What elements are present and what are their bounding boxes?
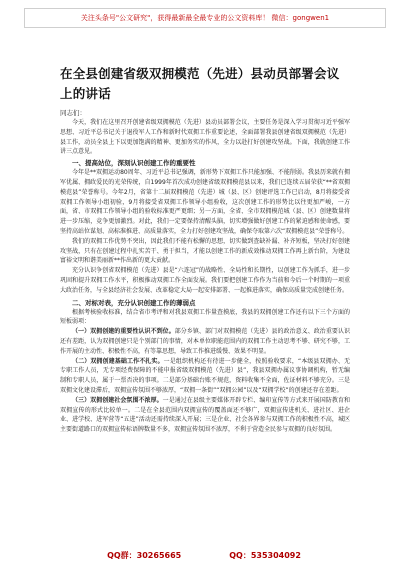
item-2-lead: （二）双拥创建基础工作不扎实。: [72, 357, 164, 365]
section-1-paragraph-1: 今年是**双拥运动80周年、习近平总书记强调，新形势下双拥工作只能加强、不能削弱。我县历来就有拥军优属、拥政爱民的光荣传统，自1999年首次成功创建省级双拥模范县以来，我们已连续五届荣获“**省双拥模范县”荣誉称号。今年2月，省第十二届双拥模范（先进）城（县、区）创建评选工作已启动，8月将接受省双拥工作领导小组初验，9月将接受省双拥工作领导小组验收，这次创建工作的形势比以往更加严峻，一方面，省、市双拥工作领导小组的验收标准更严更细；另一方面，全省、全市双拥模范城（县、区）创建数量将进一步压缩，竞争更加激烈。对此，我们一定要保持清醒头脑，切实增强做好创建工作的紧迫感和使命感，要坚持高站位谋划、高标准推进、高质量落实，全力打好创建攻坚战，确保夺取第六次“双拥模范县”荣誉称号。: [60, 169, 350, 235]
item-2-text: 一是组织机构还有待进一步健全，按照验收要求，“本级县双拥办、无专职工作人员，无专项经费保障的不能申报省级双拥模范（先进）县”，我县双拥办属议事协调机构，暂无编制和专职人员，属于一票否决的事项。二是部分基础台账不规范，资料收集不全面，佐证材料不够充分。三是双拥文化建设滞后，双拥宣传氛围不够浓厚，“双拥一条街”“双拥公园”以及“双拥学校”的创建还存在差距。: [60, 357, 350, 394]
qq-group-text: QQ群：30265665: [107, 551, 182, 560]
document-body: [60, 64, 350, 435]
top-banner: 关注头条号"公文研究"，获得最新最全最专业的公文资料库！ 微信：gongwen1: [24, 8, 386, 28]
footer-contacts: [0, 550, 408, 561]
section-2-intro: 根据考核验收标准，结合省市考评和对我县双拥工作量查摸底，我县的双拥创建工作还有以下三个方面的短板弱项：: [60, 308, 350, 326]
item-3-text: 一是通过在县级主要媒体开辟专栏、编印宣传等方式来开展国防教育和双拥宣传的形式比较单一。二是在全县范围内双拥宣传的覆盖面还不够广，双拥宣传进机关、进社区、进企业、进学校、进军营等“五进”活动还需持续深入开展；三是企业、社会各界参与双拥工作的积极性不高，城区主要街道路口的双拥宣传标语牌数量不多，双拥宣传氛围不浓厚，不利于营造全民参与双拥的良好氛围。: [60, 396, 350, 434]
section-1-paragraph-3: 充分认识争创省双拥模范（先进）县是“六连冠”的战略性、全局性和长期性，以创建工作为抓手，进一步巩固和提升双拥工作水平，积极推动双拥工作全面发展。我们要把创建工作作为当前和今后一个时期的一项重大政治任务，与全县经济社会发展、改革稳定大局一起安排部署、一起推进落实，确保高质量完成创建任务。: [60, 267, 350, 294]
section-1-heading: 一、提高站位，深刻认识创建工作的重要性: [72, 159, 196, 168]
item-1-lead: （一）双拥创建的重要性认识不到位。: [72, 328, 175, 336]
section-2-item-1: [60, 327, 350, 356]
document-title: 在全县创建省级双拥模范（先进）县动员部署会议上的讲话: [60, 66, 340, 101]
item-1-text: 部分乡镇、部门对双拥模范（先进）县的政治意义、政治重要认识还有差距，认为双拥创建只是个别部门的事情，对本单位职能范围内的双拥工作主动思考不够、研究不够，工作开展的主动性、积极性不高，有等靠思想，导致工作推进缓慢、效果不明显。: [60, 328, 350, 355]
qq-text: QQ：535304092: [229, 551, 301, 560]
section-2-item-3: [60, 396, 350, 435]
intro-paragraph: 今天，我们在这里召开创建省级双拥模范（先进）县动员部署会议，主要任务是深入学习贯彻习近平强军思想、习近平总书记关于退役军人工作和新时代双拥工作重要论述，全面部署我县创建省级双拥模范（先进）县工作，动员全县上下以更加饱满的精神、更加务实的作风，全力以赴打好创建攻坚战。下面，我就创建工作讲三点意见。: [60, 119, 350, 156]
section-2-heading: 二、对标对表，充分认识创建工作的薄弱点: [72, 298, 196, 307]
greeting: 同志们：: [60, 109, 86, 117]
item-3-lead: （三）双拥创建社会氛围不浓厚。: [72, 396, 163, 404]
section-1-paragraph-2: 我们的双拥工作优势不突出，因此我们不能有松懈的思想，切实做到查缺补漏、补齐短板，坚决打好创建攻坚战，只有在创建过程中扎实苦干、勇于担当，才能以创建工作的新成效推动双拥工作再上新台阶，为建设富裕文明和谐美丽新**作出新的更大贡献。: [60, 237, 350, 265]
section-2-item-2: [60, 357, 350, 396]
